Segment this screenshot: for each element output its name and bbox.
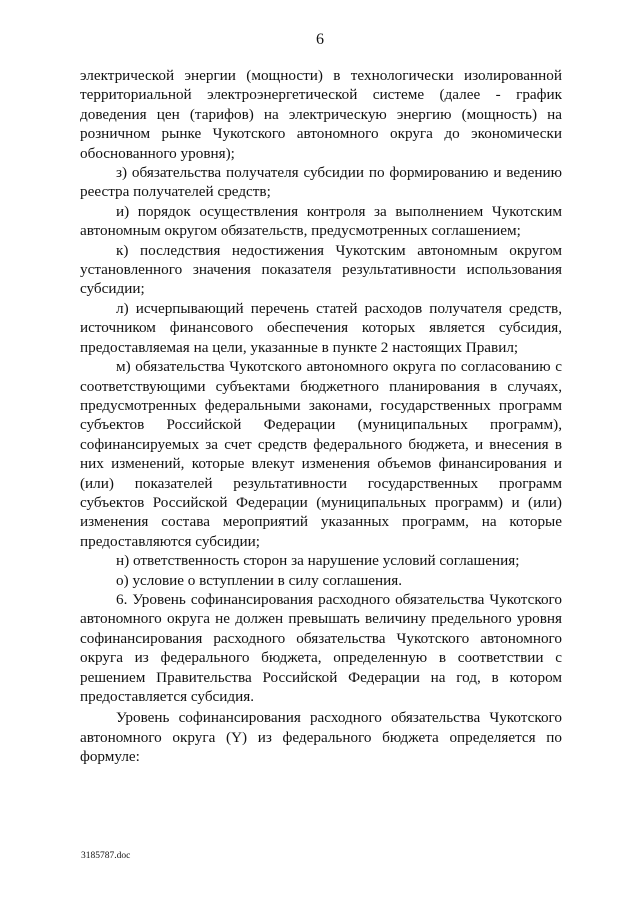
page-number: 6 bbox=[316, 31, 324, 48]
paragraph-item-i: и) порядок осуществления контроля за выполнением Чукотским автономным округом обязательств, предусмотренных соглашением; bbox=[80, 202, 562, 240]
paragraph-item-o: о) условие о вступлении в силу соглашения. bbox=[116, 571, 403, 589]
paragraph-item-l: л) исчерпывающий перечень статей расходов получателя средств, источником финансового обеспечения которых является субсидия, предоставляемая на цели, указанные в пункте 2 настоящих Правил; bbox=[80, 299, 562, 356]
paragraph-item-n: н) ответственность сторон за нарушение условий соглашения; bbox=[116, 552, 520, 570]
paragraph-continuation: электрической энергии (мощности) в технологически изолированной территориальной электроэнергетической системе (далее - график доведения цен (тарифов) на электрическую энергию (мощность) на розничном рынке Чукотского автономного округа до экономически обоснованного уровня); bbox=[80, 67, 562, 162]
body-text bbox=[80, 66, 562, 767]
paragraph-section-6: 6. Уровень софинансирования расходного обязательства Чукотского автономного округа не должен превышать величину предельного уровня софинансирования расходного обязательства Чукотского автономного округа из федерального бюджета, определенную в соответствии с решением Правительства Российской Федерации на год, в котором предоставляется субсидия. bbox=[80, 590, 562, 705]
footer-filename: 3185787.doc bbox=[81, 851, 131, 861]
paragraph-formula-intro: Уровень софинансирования расходного обязательства Чукотского автономного округа (Y) из федерального бюджета определяется по формуле: bbox=[80, 709, 562, 766]
paragraph-item-z: з) обязательства получателя субсидии по формированию и ведению реестра получателей средств; bbox=[80, 164, 562, 201]
paragraph-item-m: м) обязательства Чукотского автономного округа по согласованию с соответствующими субъектами бюджетного планирования в случаях, предусмотренных федеральными законами, государственных программ субъектов Российской Федерации (муниципальных программ), софинансируемых за счет средств федерального бюджета, и внесения в них изменений, которые влекут изменения объемов финансирования и (или) показателей результативности государственных программ субъектов Российской Федерации (муниципальных программ) и (или) изменения состава мероприятий указанных программ, на которые предоставляются субсидии; bbox=[80, 358, 562, 550]
paragraph-item-k: к) последствия недостижения Чукотским автономным округом установленного значения показателя результативности использования субсидии; bbox=[80, 241, 562, 298]
